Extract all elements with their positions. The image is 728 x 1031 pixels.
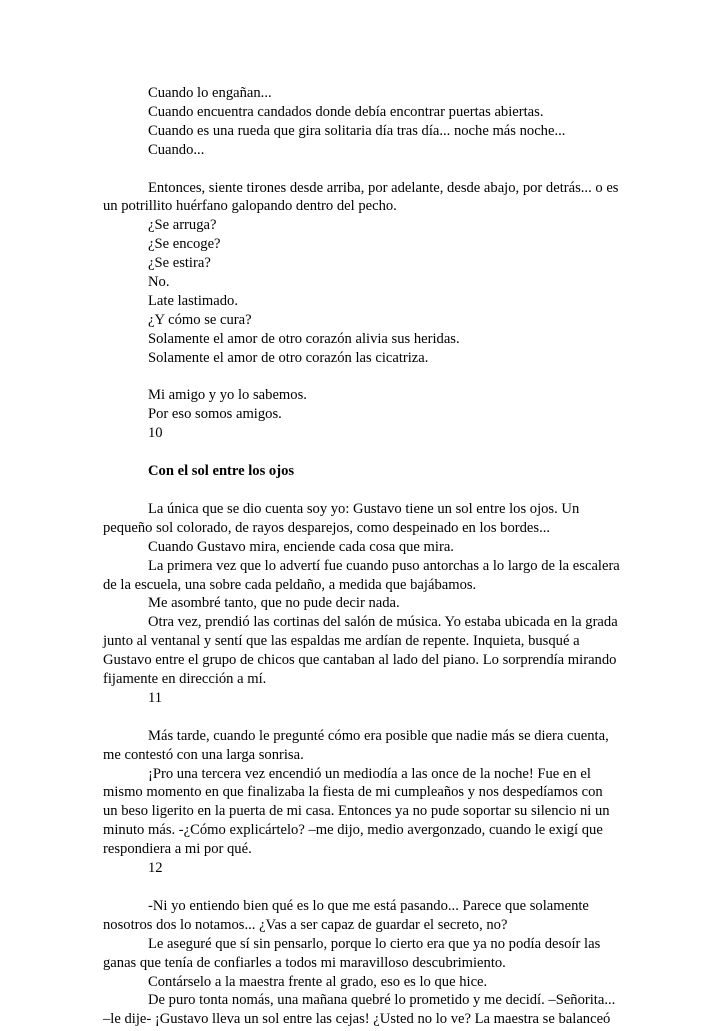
- text-line: Mi amigo y yo lo sabemos.: [148, 387, 307, 404]
- text-line: ¿Se encoge?: [148, 236, 221, 253]
- text-line: minuto más. -¿Cómo explicártelo? –me dijo, medio avergonzado, cuando le exigí que: [103, 822, 603, 839]
- page-number: 12: [148, 860, 163, 877]
- text-line: Por eso somos amigos.: [148, 406, 282, 423]
- text-line: La única que se dio cuenta soy yo: Gustavo tiene un sol entre los ojos. Un: [148, 500, 580, 517]
- text-line: Entonces, siente tirones desde arriba, por adelante, desde abajo, por detrás... o es: [148, 179, 619, 196]
- text-line: un potrillito huérfano galopando dentro del pecho.: [103, 198, 397, 215]
- blank-line: [103, 443, 631, 462]
- blank-line: [103, 878, 631, 897]
- page-number: 11: [148, 689, 163, 706]
- text-line: Late lastimado.: [148, 292, 238, 309]
- text-line: Cuando es una rueda que gira solitaria día tras día... noche más noche...: [148, 122, 566, 139]
- text-line: pequeño sol colorado, de rayos desparejos, como despeinado en los bordes...: [103, 519, 551, 536]
- chapter-title: Con el sol entre los ojos: [148, 463, 295, 480]
- text-line: ¿Se estira?: [148, 255, 211, 272]
- text-line: Solamente el amor de otro corazón alivia sus heridas.: [148, 330, 460, 347]
- text-line: No.: [148, 274, 170, 291]
- text-line: Cuando encuentra candados donde debía encontrar puertas abiertas.: [148, 103, 544, 120]
- text-line: ¡Pro una tercera vez encendió un mediodía a las once de la noche! Fue en el: [148, 765, 591, 782]
- text-line: respondiera a mi por qué.: [103, 841, 252, 858]
- text-line: La primera vez que lo advertí fue cuando puso antorchas a lo largo de la escalera: [148, 557, 620, 574]
- text-line: Cuando...: [148, 141, 205, 158]
- text-line: Solamente el amor de otro corazón las cicatriza.: [148, 349, 429, 366]
- text-line: me contestó con una larga sonrisa.: [103, 746, 304, 763]
- text-line: Más tarde, cuando le pregunté cómo era posible que nadie más se diera cuenta,: [148, 727, 609, 744]
- text-line: Cuando Gustavo mira, enciende cada cosa que mira.: [148, 538, 454, 555]
- text-line: Contárselo a la maestra frente al grado, eso es lo que hice.: [148, 973, 488, 990]
- text-line: Me asombré tanto, que no pude decir nada.: [148, 595, 400, 612]
- page-number: 10: [148, 425, 163, 442]
- document-page: [103, 84, 631, 1029]
- text-line: ¿Se arruga?: [148, 217, 217, 234]
- text-line: Gustavo entre el grupo de chicos que cantaban al lado del piano. Lo sorprendía mirando: [103, 652, 617, 669]
- blank-line: [103, 368, 631, 387]
- text-line: mismo momento en que finalizaba la fiesta de mi cumpleaños y nos despedíamos con: [103, 784, 603, 801]
- text-line: ¿Y cómo se cura?: [148, 311, 252, 328]
- text-line: -Ni yo entiendo bien qué es lo que me está pasando... Parece que solamente: [148, 897, 589, 914]
- text-line: ganas que tenía de confiarles a todos mi maravilloso descubrimiento.: [103, 954, 506, 971]
- text-line: junto al ventanal y sentí que las espaldas me ardían de repente. Inquieta, busqué a: [103, 633, 580, 650]
- blank-line: [103, 481, 631, 500]
- text-line: Le aseguré que sí sin pensarlo, porque lo cierto era que ya no podía desoír las: [148, 935, 601, 952]
- text-line: un beso ligerito en la puerta de mi casa. Entonces ya no pude soportar su silencio ni un: [103, 803, 610, 820]
- text-line: –le dije- ¡Gustavo lleva un sol entre las cejas! ¿Usted no lo ve? La maestra se balanceó: [103, 1011, 611, 1028]
- text-line: De puro tonta nomás, una mañana quebré lo prometido y me decidí. –Señorita...: [148, 992, 616, 1009]
- text-line: Cuando lo engañan...: [148, 85, 272, 101]
- text-line: nosotros dos lo notamos... ¿Vas a ser capaz de guardar el secreto, no?: [103, 916, 508, 933]
- text-line: fijamente en dirección a mí.: [103, 671, 267, 688]
- text-line: Otra vez, prendió las cortinas del salón de música. Yo estaba ubicada en la grada: [148, 614, 618, 631]
- blank-line: [103, 708, 631, 727]
- blank-line: [103, 160, 631, 179]
- text-line: de la escuela, una sobre cada peldaño, a medida que bajábamos.: [103, 576, 477, 593]
